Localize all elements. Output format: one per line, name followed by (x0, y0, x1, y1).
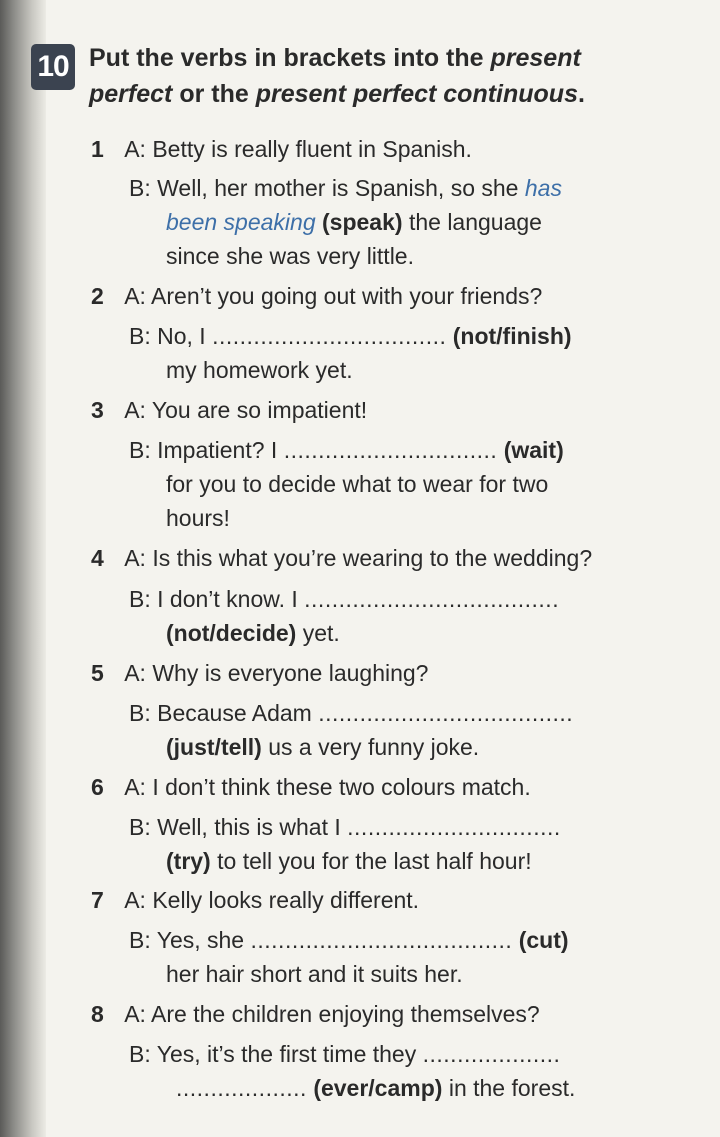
item-3-b-after-2: hours! (166, 505, 230, 531)
speaker-a-label: A: (124, 660, 146, 686)
item-3-a-text: You are so impatient! (151, 397, 368, 423)
item-7-line-b2 (166, 958, 463, 990)
speaker-b-label: B: (129, 586, 151, 612)
exercise-number-badge: 10 (31, 44, 75, 90)
item-6-line-b1 (129, 811, 561, 843)
item-7-b-after: her hair short and it suits her. (166, 961, 463, 987)
speaker-a-label: A: (124, 1001, 146, 1027)
item-1-verb: (speak) (322, 209, 403, 235)
item-2-line-b1 (129, 320, 572, 352)
item-6-line-a (91, 771, 531, 803)
instruction-text: Put the verbs in brackets into the (89, 44, 491, 72)
item-7-b-text: Yes, she (156, 927, 251, 953)
item-5-line-b1 (129, 697, 573, 729)
item-4-b-after: yet. (296, 620, 340, 646)
item-4-line-b1 (129, 583, 559, 615)
speaker-b-label: B: (129, 175, 151, 201)
item-6-b-after: to tell you for the last half hour! (210, 848, 532, 874)
item-2-line-b2 (166, 354, 353, 386)
item-2-a-text: Aren’t you going out with your friends? (151, 283, 543, 309)
item-5-b-text: Because Adam (157, 700, 319, 726)
item-1-b-after-2: since she was very little. (166, 243, 414, 269)
item-5-a-text: Why is everyone laughing? (152, 660, 429, 686)
item-8-line-b1 (129, 1038, 560, 1070)
item-number: 8 (91, 1001, 104, 1027)
item-6-a-text: I don’t think these two colours match. (152, 774, 531, 800)
speaker-a-label: A: (124, 774, 146, 800)
item-number: 5 (91, 660, 104, 686)
item-2-answer-blank[interactable]: .................................. (212, 323, 447, 349)
item-5-b-after: us a very funny joke. (261, 734, 480, 760)
speaker-a-label: A: (124, 283, 146, 309)
item-3-line-b1 (129, 434, 564, 466)
item-2-b-after: my homework yet. (166, 357, 353, 383)
item-6-b-text: Well, this is what I (157, 814, 348, 840)
item-1-answer: has (524, 175, 562, 201)
speaker-a-label: A: (124, 887, 146, 913)
speaker-b-label: B: (129, 814, 151, 840)
item-4-verb: (not/decide) (166, 620, 297, 646)
item-8-b-after: in the forest. (442, 1075, 576, 1101)
speaker-a-label: A: (124, 397, 146, 423)
item-6-verb: (try) (166, 848, 211, 874)
item-8-answer-blank-2[interactable]: ................... (176, 1075, 307, 1101)
item-1-line-a (91, 133, 472, 165)
item-6-line-b2 (166, 845, 532, 877)
item-4-line-b2 (166, 617, 340, 649)
speaker-a-label: A: (124, 545, 146, 571)
item-3-line-b3 (166, 502, 230, 534)
item-7-a-text: Kelly looks really different. (152, 887, 420, 913)
speaker-b-label: B: (129, 437, 151, 463)
item-number: 2 (91, 283, 104, 309)
item-7-line-a (91, 884, 419, 916)
item-1-b-text: Well, her mother is Spanish, so she (157, 175, 525, 201)
item-5-answer-blank[interactable]: ..................................... (318, 700, 574, 726)
item-3-b-text: Impatient? I (157, 437, 284, 463)
item-number: 7 (91, 887, 104, 913)
item-4-b-text: I don’t know. I (157, 586, 305, 612)
item-number: 1 (91, 136, 104, 162)
instruction-tense-1: present perfect (89, 44, 581, 108)
item-8-verb: (ever/camp) (313, 1075, 443, 1101)
item-1-answer-cont: been speaking (166, 209, 316, 235)
item-3-verb: (wait) (503, 437, 564, 463)
item-8-answer-blank-1[interactable]: .................... (422, 1041, 561, 1067)
item-1-line-b2 (166, 206, 542, 238)
item-1-line-b3 (166, 240, 414, 272)
item-8-line-b2 (176, 1072, 575, 1104)
item-2-b-text: No, I (157, 323, 213, 349)
speaker-b-label: B: (129, 323, 151, 349)
speaker-b-label: B: (129, 1041, 151, 1067)
speaker-a-label: A: (124, 136, 146, 162)
item-number: 4 (91, 545, 104, 571)
instruction-tense-2: present perfect continuous (255, 80, 578, 108)
instruction-text: or the (172, 80, 256, 108)
item-4-a-text: Is this what you’re wearing to the wedding? (152, 545, 593, 571)
item-8-b-text: Yes, it’s the first time they (156, 1041, 423, 1067)
item-4-answer-blank[interactable]: ..................................... (304, 586, 560, 612)
item-2-verb: (not/finish) (452, 323, 572, 349)
item-8-line-a (91, 998, 540, 1030)
speaker-b-label: B: (129, 927, 151, 953)
item-5-line-b2 (166, 731, 479, 763)
item-7-verb: (cut) (518, 927, 569, 953)
item-3-answer-blank[interactable]: ............................... (283, 437, 498, 463)
item-5-verb: (just/tell) (166, 734, 262, 760)
item-7-answer-blank[interactable]: ...................................... (250, 927, 513, 953)
item-7-line-b1 (129, 924, 569, 956)
item-3-b-after: for you to decide what to wear for two (166, 471, 549, 497)
item-5-line-a (91, 657, 428, 689)
exercise-instruction (89, 40, 649, 112)
instruction-text: . (577, 80, 585, 108)
item-6-answer-blank[interactable]: ............................... (347, 814, 561, 840)
item-1-line-b1 (129, 172, 562, 204)
item-3-line-a (91, 394, 367, 426)
item-number: 3 (91, 397, 104, 423)
item-1-a-text: Betty is really fluent in Spanish. (152, 136, 472, 162)
item-1-b-after: the language (402, 209, 542, 235)
item-8-a-text: Are the children enjoying themselves? (151, 1001, 540, 1027)
item-number: 6 (91, 774, 104, 800)
speaker-b-label: B: (129, 700, 151, 726)
item-4-line-a (91, 542, 592, 574)
item-3-line-b2 (166, 468, 548, 500)
item-2-line-a (91, 280, 542, 312)
